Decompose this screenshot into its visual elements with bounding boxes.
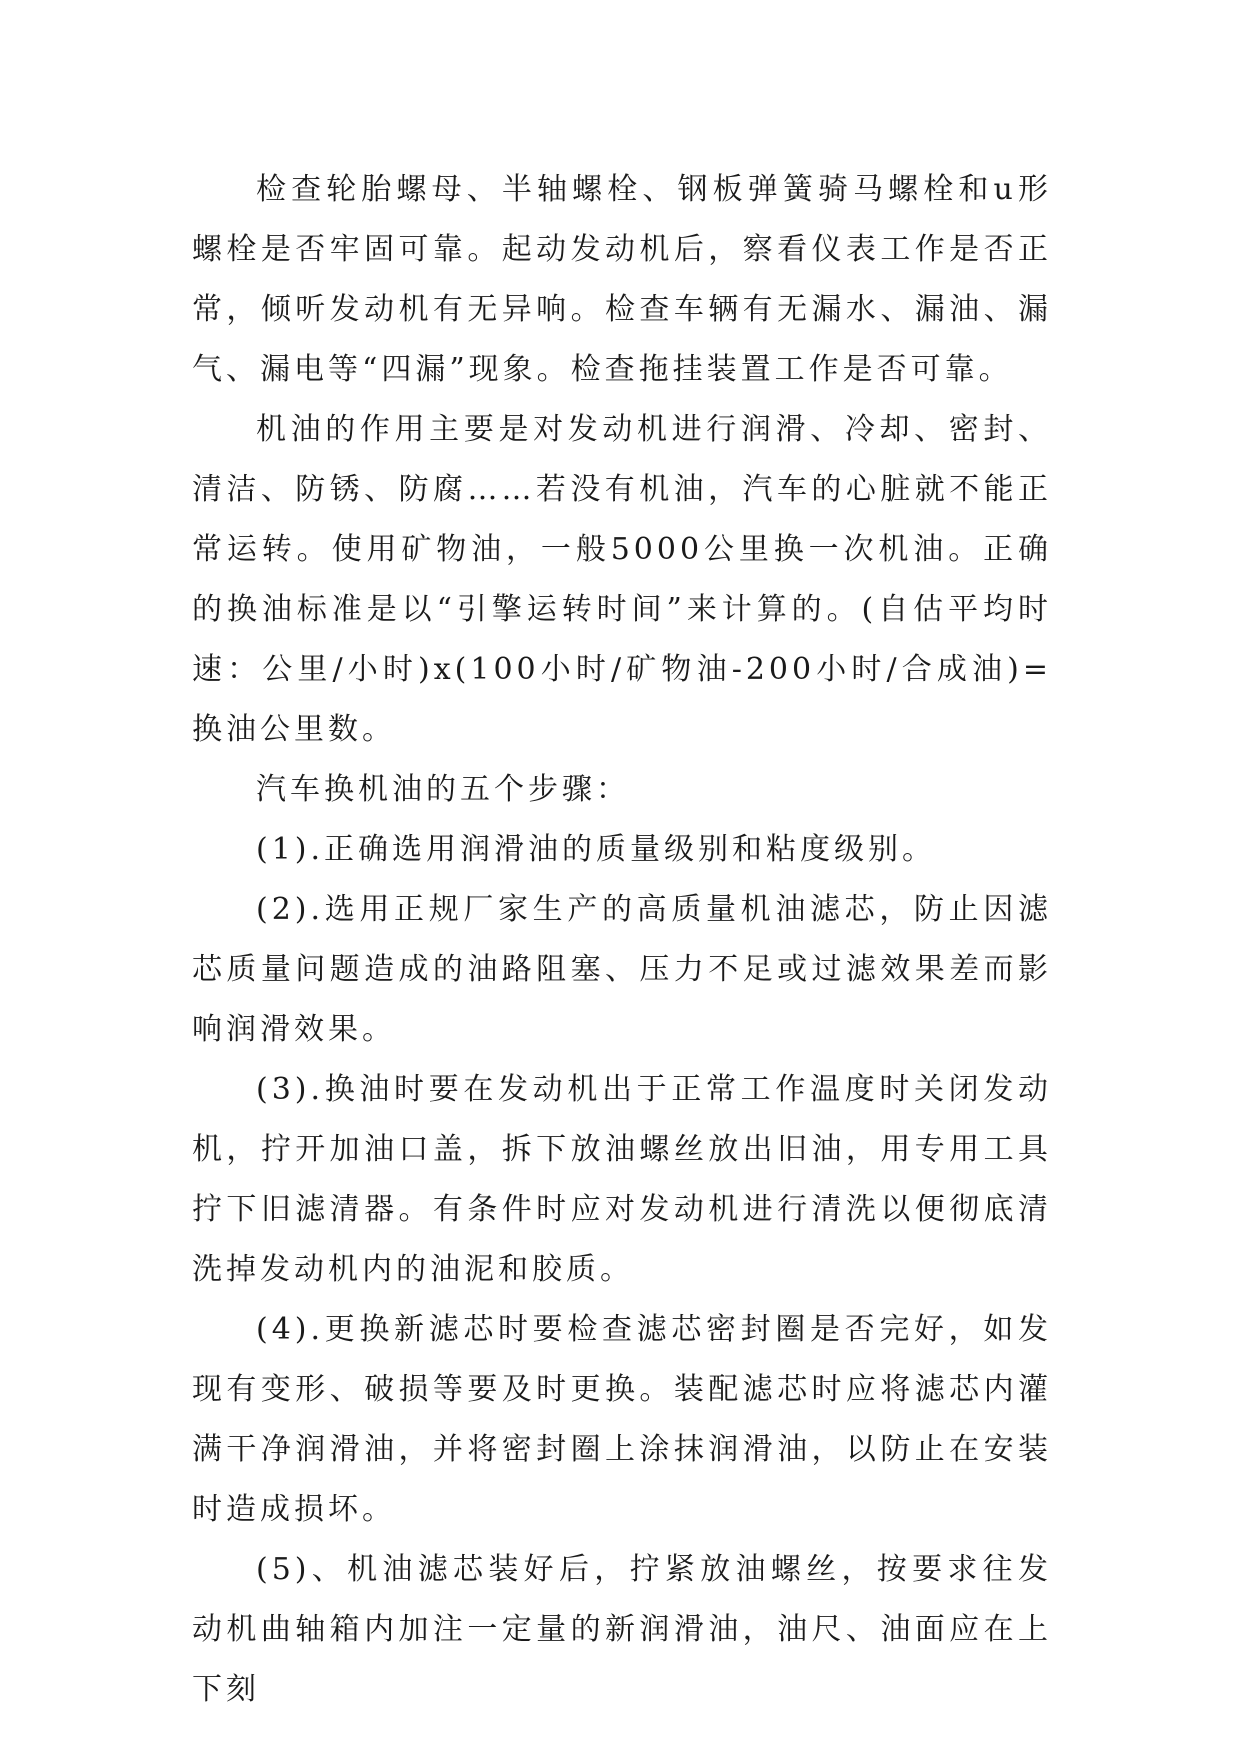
paragraph-step-2: (2).选用正规厂家生产的高质量机油滤芯，防止因滤芯质量问题造成的油路阻塞、压力不足或过滤效果差而影响润滑效果。	[192, 892, 1052, 1047]
paragraph-step-3: (3).换油时要在发动机出于正常工作温度时关闭发动机，拧开加油口盖，拆下放油螺丝放出旧油，用专用工具拧下旧滤清器。有条件时应对发动机进行清洗以便彻底清洗掉发动机内的油泥和胶质。	[192, 1072, 1052, 1287]
paragraph-step-5: (5)、机油滤芯装好后，拧紧放油螺丝，按要求往发动机曲轴箱内加注一定量的新润滑油，油尺、油面应在上下刻	[192, 1552, 1052, 1707]
paragraph-step-4: (4).更换新滤芯时要检查滤芯密封圈是否完好，如发现有变形、破损等要及时更换。装配滤芯时应将滤芯内灌满干净润滑油，并将密封圈上涂抹润滑油，以防止在安装时造成损坏。	[192, 1312, 1052, 1527]
paragraph-tire-bolt-check: 检查轮胎螺母、半轴螺栓、钢板弹簧骑马螺栓和u形螺栓是否牢固可靠。起动发动机后，察看仪表工作是否正常，倾听发动机有无异响。检查车辆有无漏水、漏油、漏气、漏电等“四漏”现象。检查拖挂装置工作是否可靠。	[192, 172, 1052, 387]
document-body	[192, 160, 1052, 1720]
paragraph-engine-oil-function: 机油的作用主要是对发动机进行润滑、冷却、密封、清洁、防锈、防腐……若没有机油，汽车的心脏就不能正常运转。使用矿物油，一般5000公里换一次机油。正确的换油标准是以“引擎运转时间”来计算的。(自估平均时速：公里/小时)x(100小时/矿物油-200小时/合成油)=换油公里数。	[192, 412, 1052, 747]
paragraph-step-1: (1).正确选用润滑油的质量级别和粘度级别。	[256, 832, 937, 867]
paragraph-oil-change-steps-heading: 汽车换机油的五个步骤：	[256, 772, 630, 807]
